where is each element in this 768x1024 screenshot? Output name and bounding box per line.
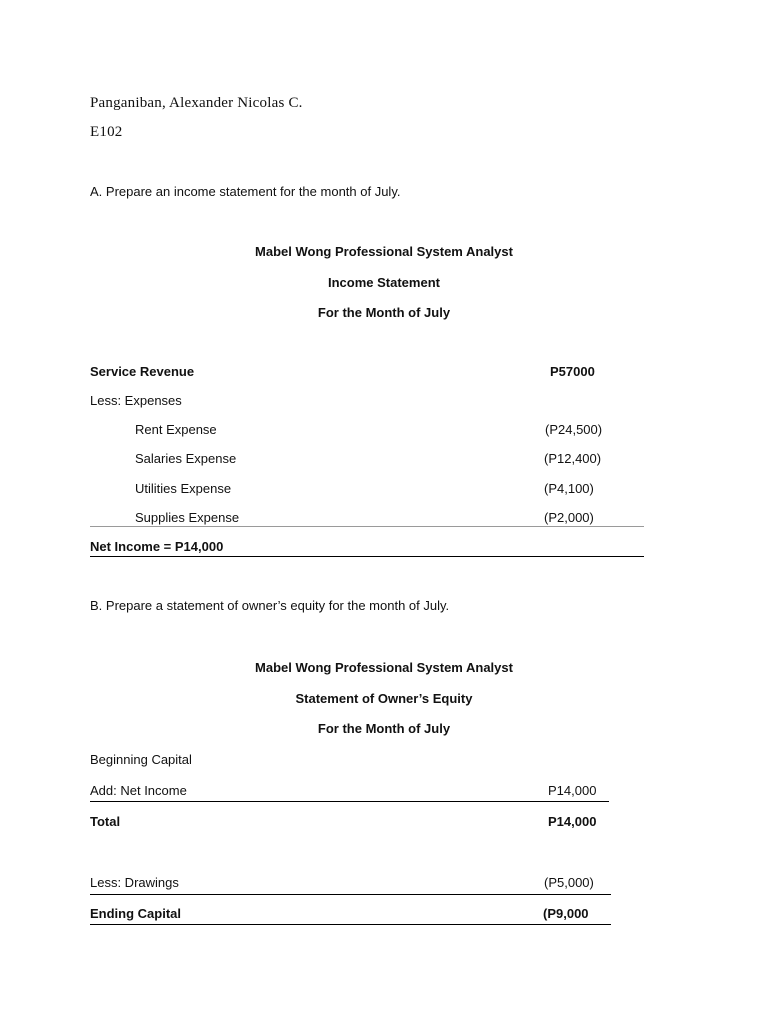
supplies-expense-label: Supplies Expense [135, 510, 240, 525]
service-revenue-value: P57000 [550, 364, 595, 379]
salaries-expense-value: (P12,400) [544, 451, 602, 466]
add-net-income-value: P14,000 [548, 783, 597, 798]
ending-capital-value: (P9,000 [543, 906, 589, 921]
owners-equity-title: Statement of Owner’s Equity [295, 691, 473, 706]
rent-expense-label: Rent Expense [135, 422, 217, 437]
beginning-capital-label: Beginning Capital [90, 752, 192, 767]
utilities-expense-value: (P4,100) [544, 481, 594, 496]
add-net-income-label: Add: Net Income [90, 783, 187, 798]
net-income-add-divider [90, 801, 609, 802]
part-b-company-name: Mabel Wong Professional System Analyst [255, 660, 513, 675]
expenses-divider [90, 526, 644, 527]
net-income-line: Net Income = P14,000 [90, 539, 224, 554]
owners-equity-period: For the Month of July [317, 721, 451, 736]
ending-capital-label: Ending Capital [90, 906, 181, 921]
rent-expense-value: (P24,500) [545, 422, 603, 437]
net-income-divider [90, 556, 644, 557]
income-statement-period: For the Month of July [317, 305, 451, 320]
supplies-expense-value: (P2,000) [544, 510, 594, 525]
less-expenses-label: Less: Expenses [90, 393, 182, 408]
service-revenue-label: Service Revenue [90, 364, 195, 379]
total-label: Total [90, 814, 121, 829]
section-code: E102 [90, 124, 123, 140]
utilities-expense-label: Utilities Expense [135, 481, 232, 496]
student-name: Panganiban, Alexander Nicolas C. [90, 95, 303, 111]
ending-capital-divider [90, 924, 611, 925]
total-value: P14,000 [548, 814, 597, 829]
salaries-expense-label: Salaries Expense [135, 451, 237, 466]
less-drawings-label: Less: Drawings [90, 875, 179, 890]
part-b-instruction: B. Prepare a statement of owner’s equity for the month of July. [90, 598, 450, 613]
drawings-divider [90, 894, 611, 895]
part-a-instruction: A. Prepare an income statement for the month of July. [90, 184, 401, 199]
income-statement-title: Income Statement [328, 275, 440, 290]
part-a-company-name: Mabel Wong Professional System Analyst [255, 244, 513, 259]
less-drawings-value: (P5,000) [544, 875, 594, 890]
